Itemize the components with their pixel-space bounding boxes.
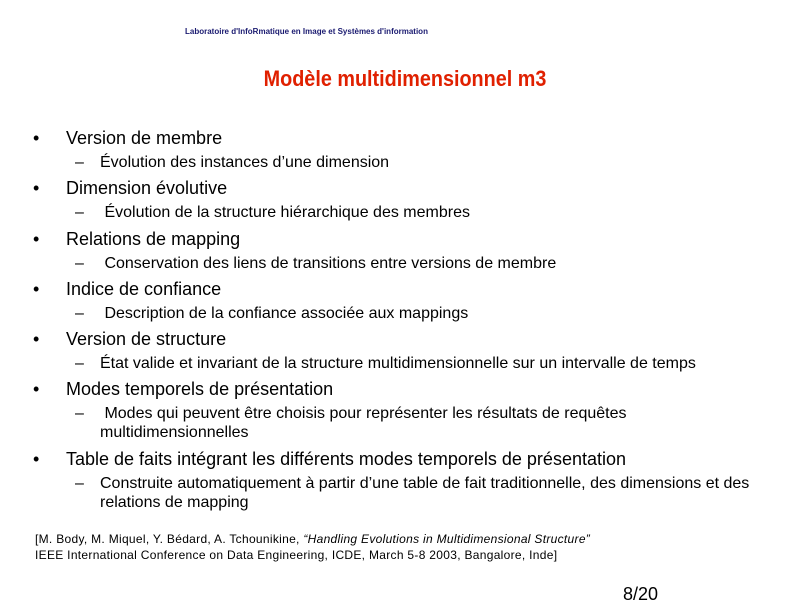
sub-bullet-marker: – — [75, 475, 84, 492]
sub-bullet-text: Description de la confiance associée aux mappings — [100, 305, 469, 322]
bullet-text: Indice de confiance — [66, 279, 222, 299]
sub-bullet-text: Construite automatiquement à partir d’une table de fait traditionnelle, des dimensions et des relations de mapping — [100, 475, 750, 511]
sub-bullet-text: Évolution des instances d’une dimension — [100, 154, 390, 171]
page-number: 8/20 — [623, 584, 659, 604]
sub-bullet-text: Évolution de la structure hiérarchique des membres — [100, 204, 470, 221]
bullet-text: Table de faits intégrant les différents modes temporels de présentation — [66, 449, 626, 469]
bullet-marker: • — [33, 229, 40, 249]
sub-bullet-marker: – — [75, 355, 84, 372]
sub-bullet-text: Modes qui peuvent être choisis pour représenter les résultats de requêtes multidimensionnelles — [100, 405, 631, 441]
bullet-text: Version de structure — [66, 329, 227, 349]
reference-line-1 — [35, 531, 590, 547]
bullet-marker: • — [33, 178, 40, 198]
sub-bullet-text: Conservation des liens de transitions entre versions de membre — [100, 255, 557, 272]
reference-citation — [35, 531, 590, 563]
bullet-text: Modes temporels de présentation — [66, 379, 334, 399]
reference-paper-title: “Handling Evolutions in Multidimensional Structure” — [303, 532, 591, 546]
sub-bullet-marker: – — [75, 154, 84, 171]
reference-conference: IEEE International Conference on Data Engineering, ICDE, March 5-8 2003, Bangalore, Inde] — [35, 548, 558, 562]
sub-bullet-marker: – — [75, 204, 84, 221]
bullet-text: Version de membre — [66, 128, 223, 148]
bullet-marker: • — [33, 128, 40, 148]
bullet-text: Relations de mapping — [66, 229, 241, 249]
sub-bullet-marker: – — [75, 405, 84, 422]
sub-bullet-marker: – — [75, 305, 84, 322]
bullet-text: Dimension évolutive — [66, 178, 228, 198]
slide-title: Modèle multidimensionnel m3 — [263, 66, 547, 91]
lab-header: Laboratoire d'InfoRmatique en Image et Systèmes d'information — [185, 27, 428, 36]
bullet-marker: • — [33, 449, 40, 469]
sub-bullet-text: État valide et invariant de la structure multidimensionnelle sur un intervalle de temps — [100, 355, 696, 372]
bullet-marker: • — [33, 379, 40, 399]
bullet-marker: • — [33, 279, 40, 299]
sub-bullet-marker: – — [75, 255, 84, 272]
reference-authors: [M. Body, M. Miquel, Y. Bédard, A. Tchounikine, — [35, 532, 304, 546]
bullet-marker: • — [33, 329, 40, 349]
